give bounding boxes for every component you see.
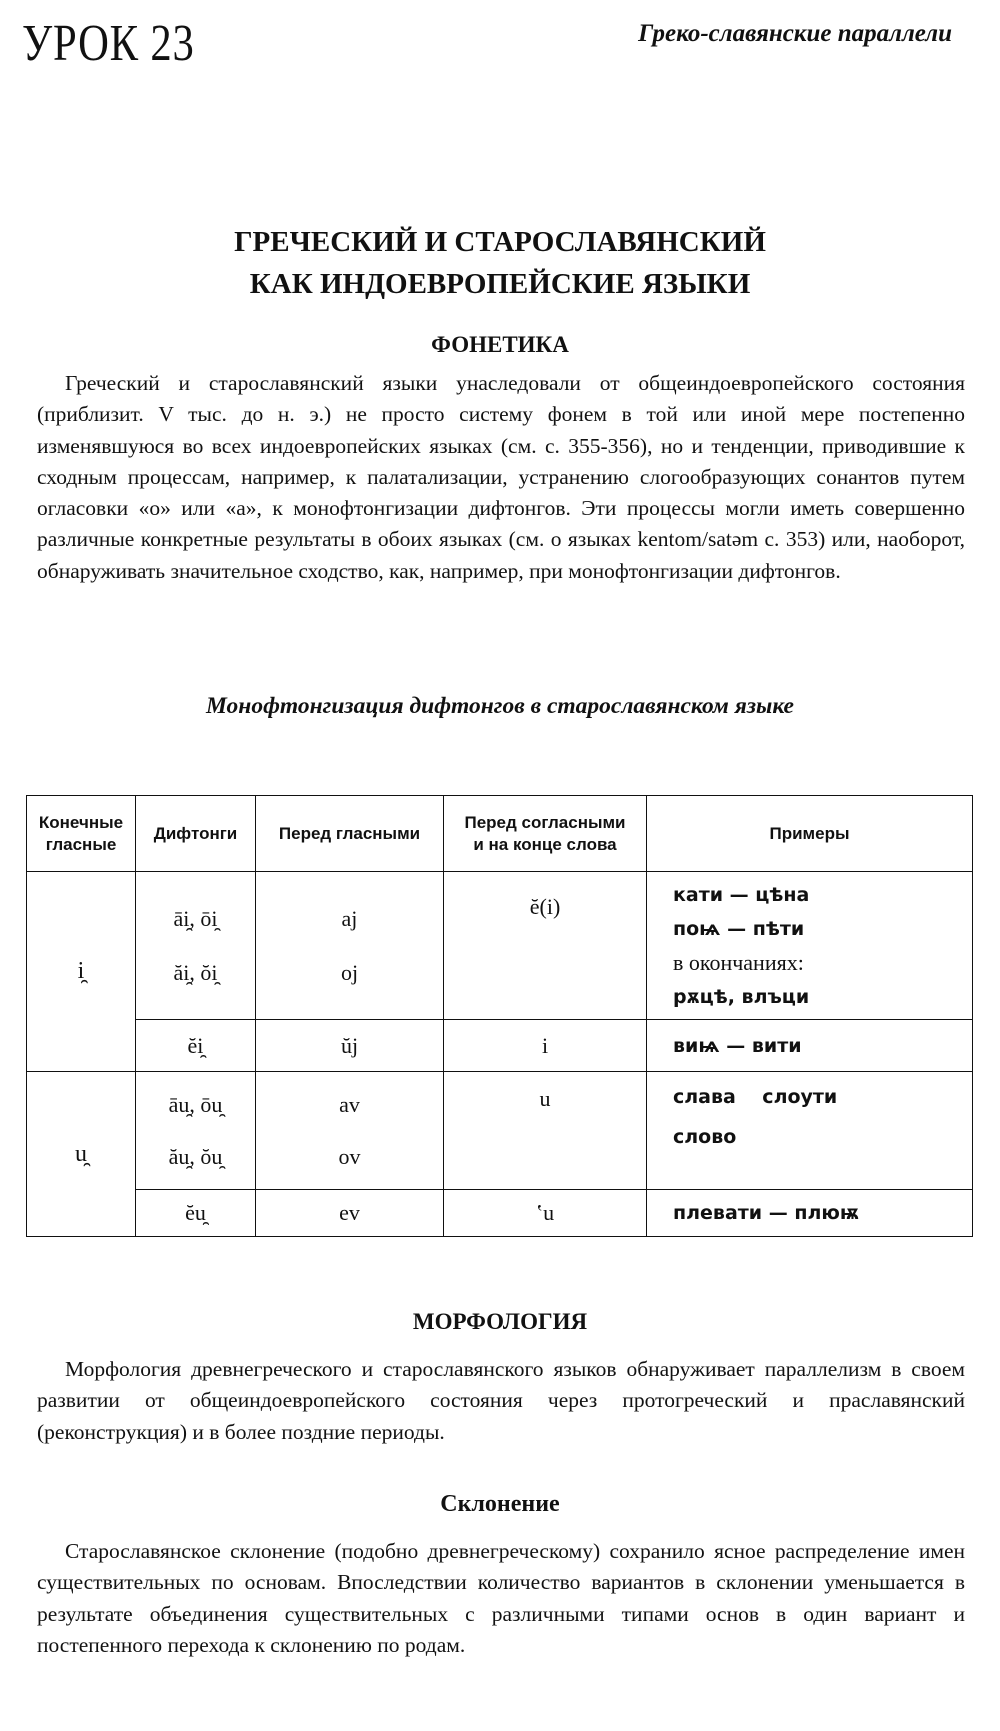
before-consonants-cell: ʽu: [444, 1190, 647, 1237]
morphology-heading: МОРФОЛОГИЯ: [412, 1309, 588, 1334]
examples-cell: кати — цѣна поѩ — пѣти в окончаниях: рѫцѣ, влъци: [647, 872, 973, 1020]
before-consonants-cell: ĕ(i): [444, 872, 647, 1020]
diphthongs-cell: āu̯, ōu̯ ău̯, ŏu̯: [136, 1072, 256, 1190]
final-vowel-u: u̯: [27, 1072, 136, 1237]
before-vowels-cell: av ov: [256, 1072, 444, 1190]
chapter-title-line-2: КАК ИНДОЕВРОПЕЙСКИЕ ЯЗЫКИ: [249, 268, 751, 300]
examples-cell: плевати — плюѭ: [647, 1190, 973, 1237]
header-before-consonants: Перед согласными и на конце слова: [444, 796, 647, 872]
chapter-title: [0, 221, 1000, 305]
before-vowels-cell: ŭj: [256, 1020, 444, 1072]
before-consonants-cell: u: [444, 1072, 647, 1190]
diphthongs-cell: ĕi̯: [136, 1020, 256, 1072]
examples-cell: виѩ — вити: [647, 1020, 973, 1072]
table-row: [27, 872, 973, 1020]
phonetics-heading: ФОНЕТИКА: [431, 332, 569, 357]
diphthongs-cell: āi̯, ōi̯ ăi̯, ŏi̯: [136, 872, 256, 1020]
header-examples: Примеры: [647, 796, 973, 872]
lesson-number: УРОК 23: [22, 15, 195, 72]
table-caption: Монофтонгизация дифтонгов в старославянском языке: [205, 693, 794, 719]
examples-cell: слава слоути слово: [647, 1072, 973, 1190]
header-before-vowels: Перед гласными: [256, 796, 444, 872]
morphology-paragraph: Морфология древнегреческого и старославянского языков обнаруживает параллелизм в своем развитии от общеиндоевропейского состояния через протогреческий и праславянский (реконструкция) и в более поздние периоды.: [37, 1357, 965, 1444]
header-final-vowels: Конечные гласные: [27, 796, 136, 872]
running-title: Греко-славянские параллели: [638, 20, 952, 47]
before-consonants-cell: i: [444, 1020, 647, 1072]
table-row: [27, 1190, 973, 1237]
declension-paragraph: Старославянское склонение (подобно древнегреческому) сохранило ясное распределение имен существительных по основам. Впоследствии количество вариантов в склонении уменьшается в результате объединения существительных с различными типами основ в один вариант и постепенного перехода к склонению по родам.: [37, 1539, 965, 1657]
diphthongs-cell: ĕu̯: [136, 1190, 256, 1237]
phonetics-paragraph: Греческий и старославянский языки унаследовали от общеиндоевропейского состояния (приблизит. V тыс. до н. э.) не просто систему фонем в той или иной мере постепенно изменявшуюся во всех индоевропейских языках (см. с. 355-356), но и тенденции, приводившие к сходным процессам, например, к палатализации, устранению слогообразующих сонантов путем огласовки «о» или «а», к монофтонгизации дифтонгов. Эти процессы могли иметь совершенно различные конкретные результаты в обоих языках (см. о языках kentom/satəm с. 353) или, наоборот, обнаруживать значительное сходство, как, например, при монофтонгизации дифтонгов.: [37, 371, 965, 583]
monophthongization-table: [26, 795, 973, 1237]
table-row: [27, 1072, 973, 1190]
final-vowel-i: i̯: [27, 872, 136, 1072]
chapter-title-line-1: ГРЕЧЕСКИЙ И СТАРОСЛАВЯНСКИЙ: [234, 226, 766, 258]
header-diphthongs: Дифтонги: [136, 796, 256, 872]
table-header-row: [27, 796, 973, 872]
table-row: [27, 1020, 973, 1072]
declension-heading: Склонение: [440, 1491, 560, 1517]
before-vowels-cell: ev: [256, 1190, 444, 1237]
before-vowels-cell: aj oj: [256, 872, 444, 1020]
